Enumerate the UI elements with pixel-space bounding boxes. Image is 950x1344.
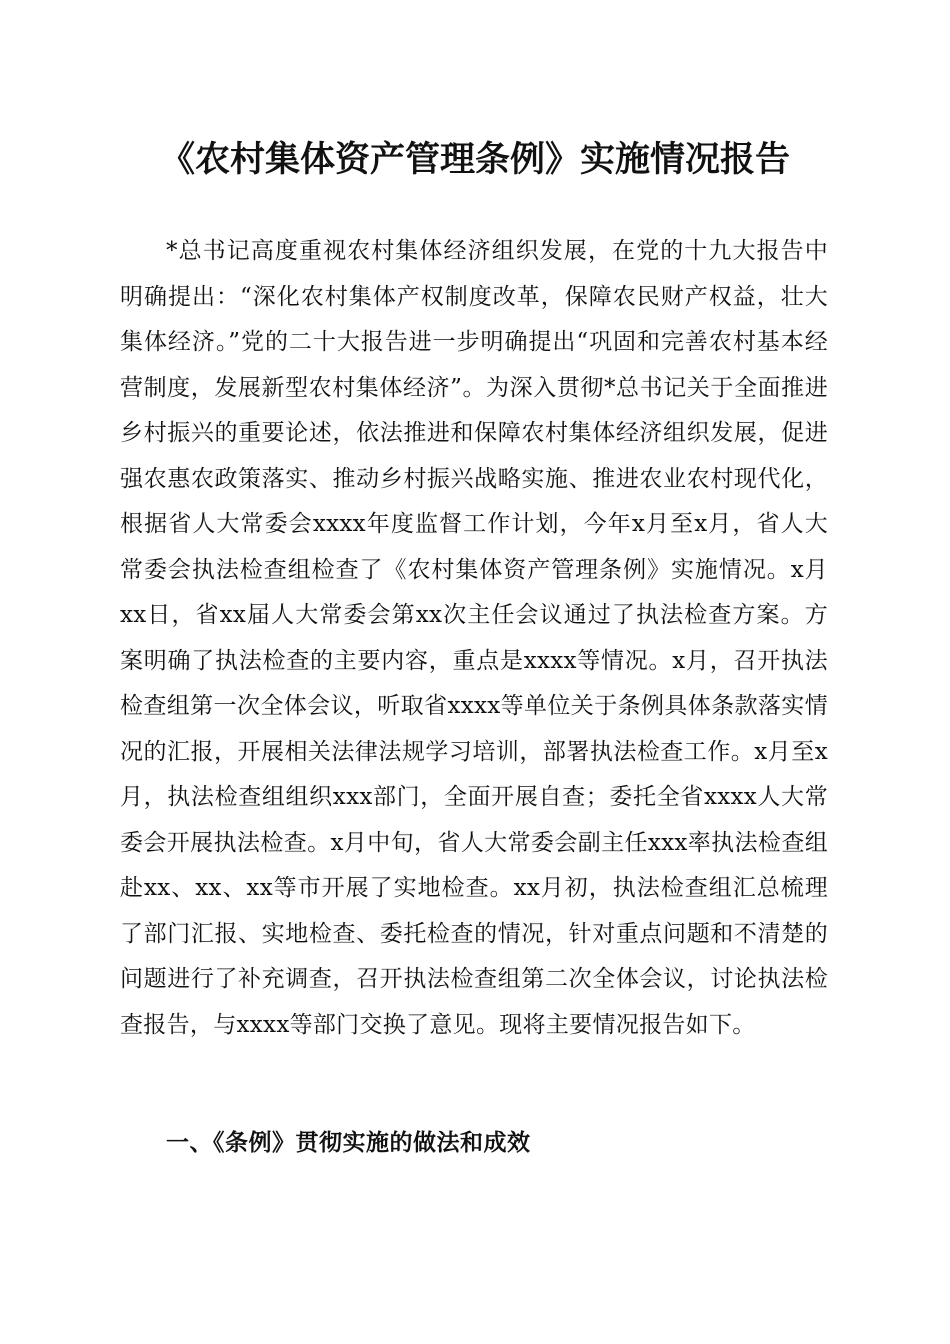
document-title: 《农村集体资产管理条例》实施情况报告 — [159, 139, 790, 180]
section-heading: 一、《条例》贯彻实施的做法和成效 — [166, 1130, 531, 1156]
body-paragraph: *总书记高度重视农村集体经济组织发展，在党的十九大报告中明确提出：“深化农村集体产权制度改革，保障农民财产权益，壮大集体经济。”党的二十大报告进一步明确提出“巩固和完善农村基本经营制度，发展新型农村集体经济”。为深入贯彻*总书记关于全面推进乡村振兴的重要论述，依法推进和保障农村集体经济组织发展，促进强农惠农政策落实、推动乡村振兴战略实施、推进农业农村现代化，根据省人大常委会xxxx年度监督工作计划，今年x月至x月，省人大常委会执法检查组检查了《农村集体资产管理条例》实施情况。x月xx日，省xx届人大常委会第xx次主任会议通过了执法检查方案。方案明确了执法检查的主要内容，重点是xxxx等情况。x月，召开执法检查组第一次全体会议，听取省xxxx等单位关于条例具体条款落实情况的汇报，开展相关法律法规学习培训，部署执法检查工作。x月至x月，执法检查组组织xxx部门，全面开展自查；委托全省xxxx人大常委会开展执法检查。x月中旬，省人大常委会副主任xxx率执法检查组赴xx、xx、xx等市开展了实地检查。xx月初，执法检查组汇总梳理了部门汇报、实地检查、委托检查的情况，针对重点问题和不清楚的问题进行了补充调查，召开执法检查组第二次全体会议，讨论执法检查报告，与xxxx等部门交换了意见。现将主要情况报告如下。 — [120, 238, 828, 1038]
